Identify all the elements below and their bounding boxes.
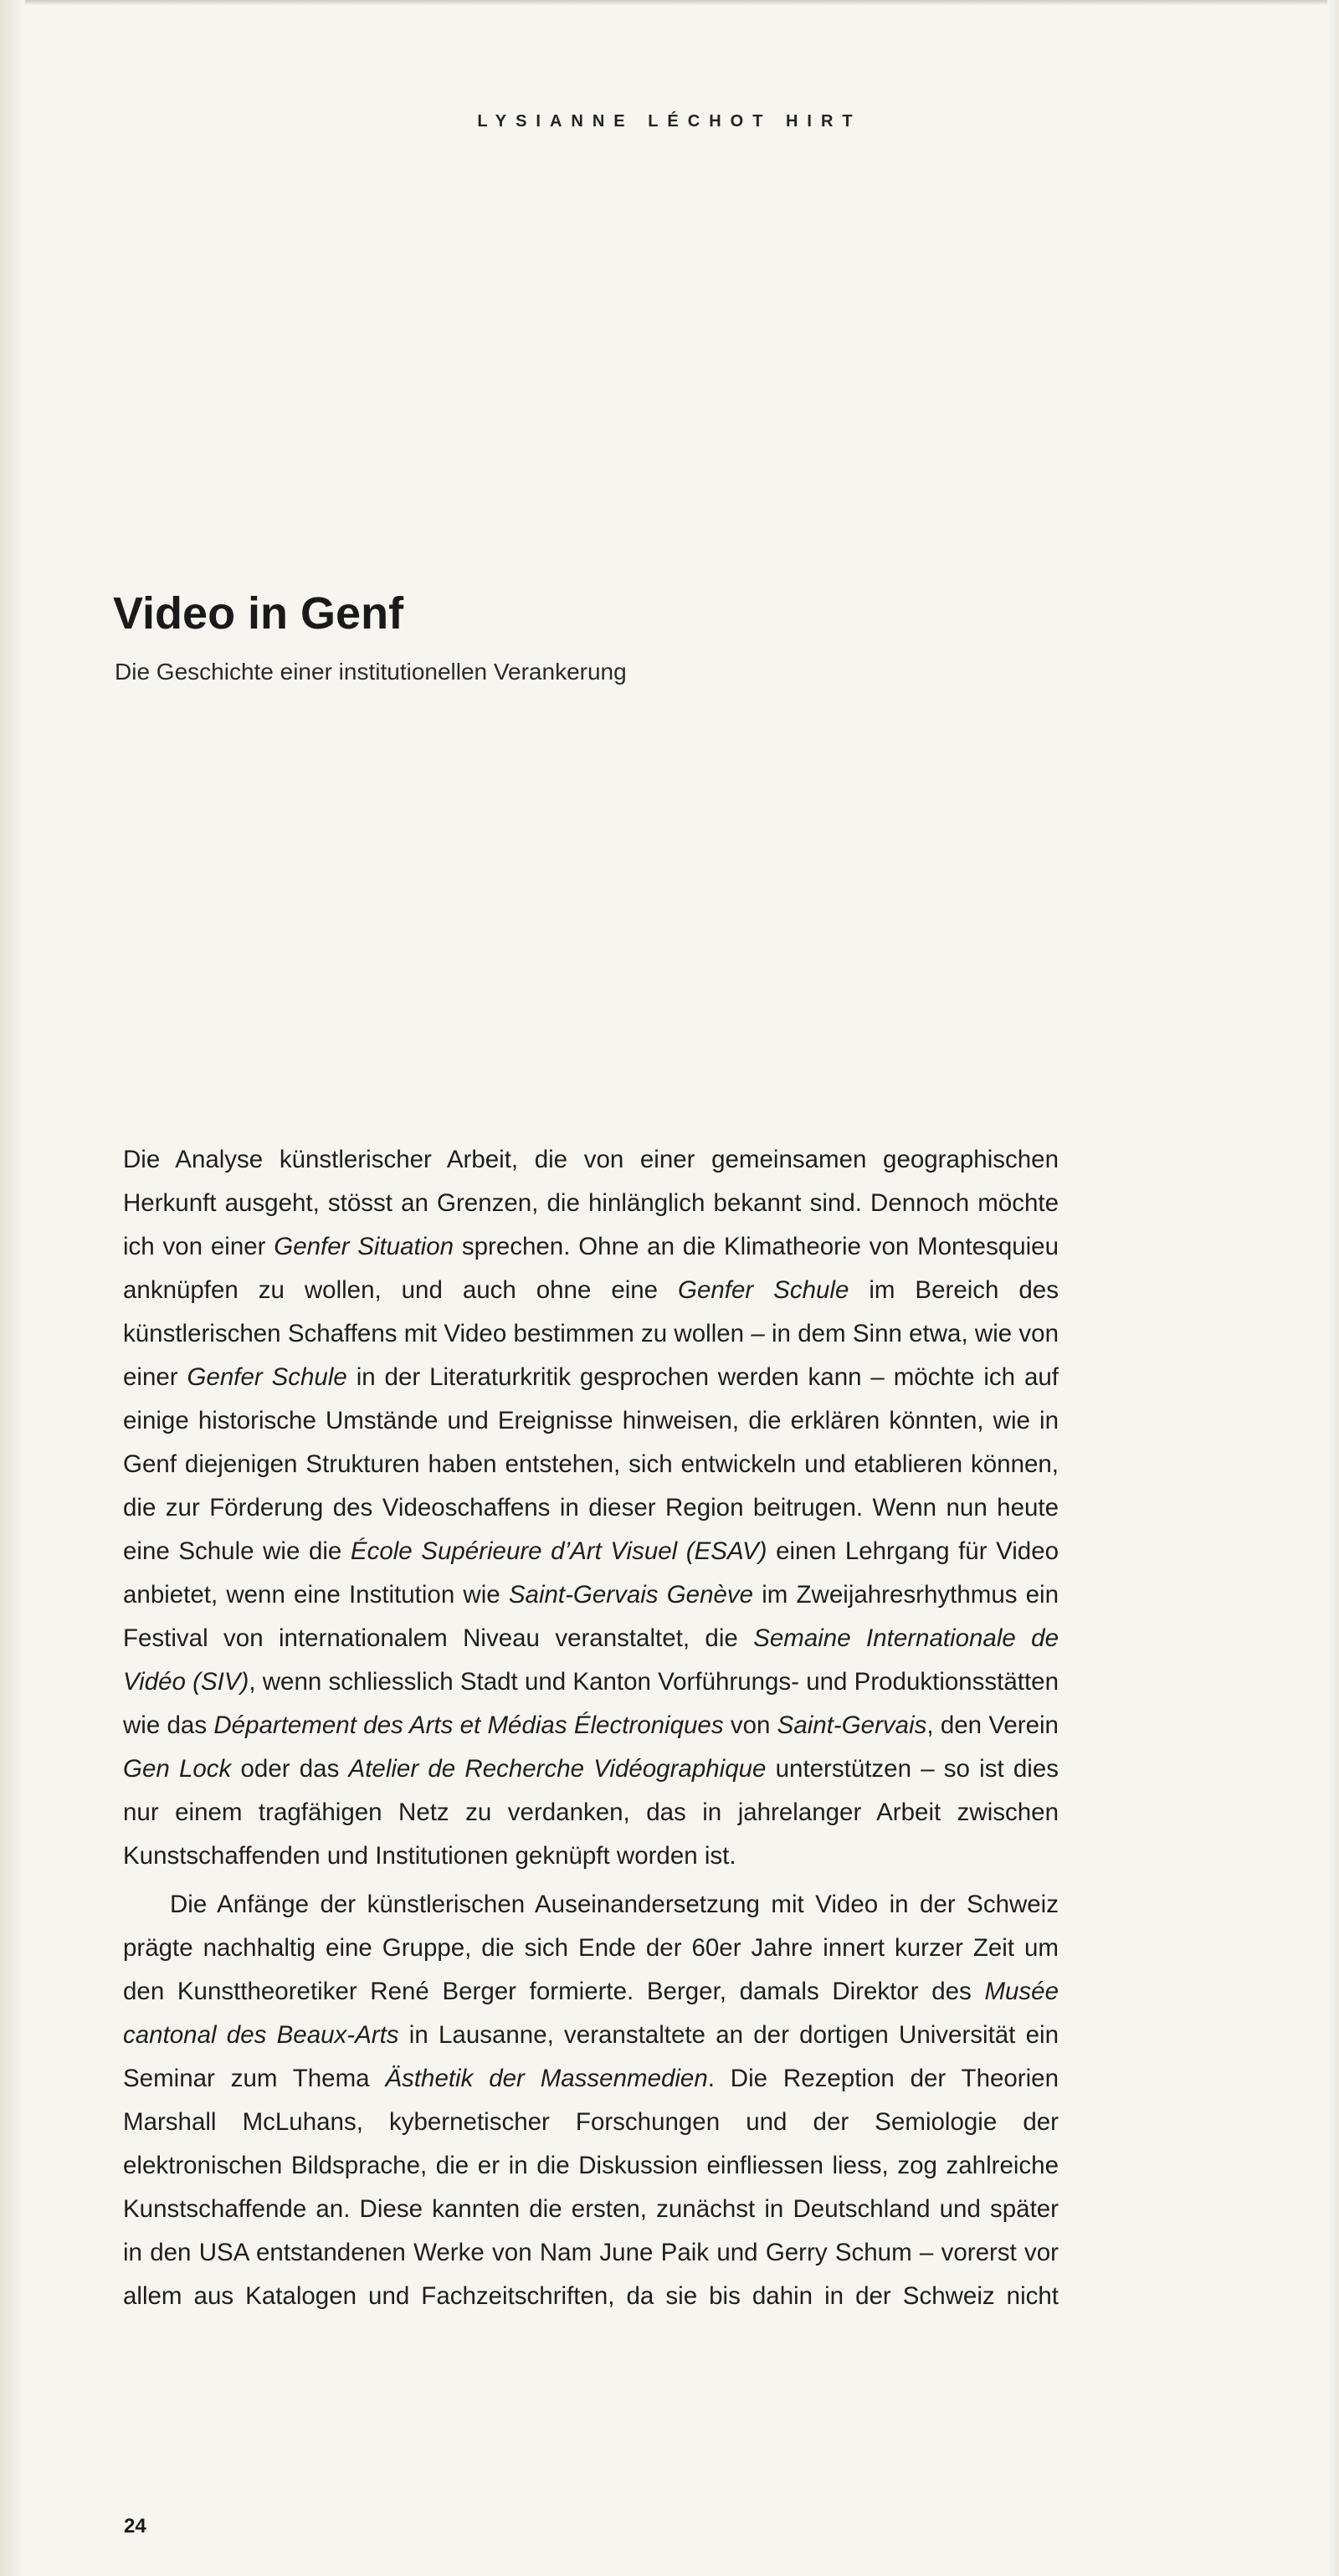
italic-term: Genfer Schule (678, 1276, 849, 1304)
italic-term: Genfer Schule (187, 1363, 347, 1391)
italic-term: Ästhetik der Massenmedien (385, 2065, 708, 2092)
article-title: Video in Genf (113, 588, 404, 639)
page-number: 24 (124, 2515, 146, 2538)
text-run: unterstützen – so ist dies nur einem tragfähigen Netz zu verdanken, das in jahrelanger Arbeit zwischen Kunstschaffenden und Institutionen geknüpft worden ist. (123, 1755, 1059, 1870)
article-subtitle: Die Geschichte einer institutionellen Verankerung (115, 659, 627, 685)
text-run: Die Analyse künstlerischer Arbeit, die von einer gemeinsamen geographischen Herkunft ausgeht, stösst an Grenzen, die hinlänglich bekannt sind. Dennoch möchte ich von einer (123, 1146, 1059, 1260)
italic-term: Semaine Internationale de Vidéo (SIV) (123, 1624, 1059, 1696)
page-right-edge (1327, 0, 1339, 2576)
text-run: oder das (231, 1755, 349, 1783)
text-run: einen Lehrgang für Video anbietet, wenn eine Institution wie (123, 1537, 1059, 1609)
text-run: von (723, 1711, 777, 1739)
text-run: , den Verein (926, 1711, 1059, 1739)
italic-term: Musée cantonal des Beaux-Arts (123, 1978, 1059, 2049)
body-paragraph-2 (123, 1883, 1059, 2318)
text-run: . Die Rezeption der Theorien Marshall McLuhans, kybernetischer Forschungen und der Semiologie der elektronischen Bildsprache, die er in die Diskussion einfliessen liess, zog zahlreiche Kunstschaffende an. Diese kannten die ersten, zunächst in Deutschland und später in den USA entstandenen Werke von Nam June Paik und Gerry Schum – vorerst vor allem aus Katalogen und Fachzeitschriften, da sie bis dahin in der Schweiz nicht (123, 2065, 1059, 2310)
text-run: im Bereich des künstlerischen Schaffens mit Video bestimmen zu wollen – in dem Sinn etwa, wie von einer (123, 1276, 1059, 1391)
page-gutter-shadow (0, 0, 25, 2576)
article-body (123, 1138, 1059, 2318)
running-header-author: LYSIANNE LÉCHOT HIRT (477, 112, 862, 131)
body-paragraph-1 (123, 1138, 1059, 1878)
text-run: sprechen. Ohne an die Klimatheorie von Montesquieu anknüpfen zu wollen, und auch ohne eine (123, 1233, 1059, 1304)
text-run: in Lausanne, veranstaltete an der dortigen Universität ein Seminar zum Thema (123, 2021, 1059, 2092)
page-top-edge (0, 0, 1339, 5)
text-run: im Zweijahresrhythmus ein Festival von internationalem Niveau veranstaltet, die (123, 1581, 1059, 1652)
italic-term: Genfer Situation (274, 1233, 454, 1260)
italic-term: Saint-Gervais (777, 1711, 927, 1739)
italic-term: École Supérieure d’Art Visuel (ESAV) (350, 1537, 767, 1565)
text-run: in der Literaturkritik gesprochen werden kann – möchte ich auf einige historische Umstände und Ereignisse hinweisen, die erklären könnten, wie in Genf diejenigen Strukturen haben entstehen, sich entwickeln und etablieren können, die zur Förderung des Videoschaffens in dieser Region beitrugen. Wenn nun heute eine Schule wie die (123, 1363, 1059, 1565)
text-run: Die Anfänge der künstlerischen Auseinandersetzung mit Video in der Schweiz prägte nachhaltig eine Gruppe, die sich Ende der 60er Jahre innert kurzer Zeit um den Kunsttheoretiker René Berger formierte. Berger, damals Direktor des (123, 1891, 1059, 2005)
text-run: , wenn schliesslich Stadt und Kanton Vorführungs- und Produktionsstätten wie das (123, 1668, 1059, 1739)
italic-term: Atelier de Recherche Vidéographique (348, 1755, 767, 1783)
italic-term: Département des Arts et Médias Électroniques (213, 1711, 724, 1739)
italic-term: Saint-Gervais Genève (508, 1581, 754, 1609)
italic-term: Gen Lock (123, 1755, 232, 1783)
